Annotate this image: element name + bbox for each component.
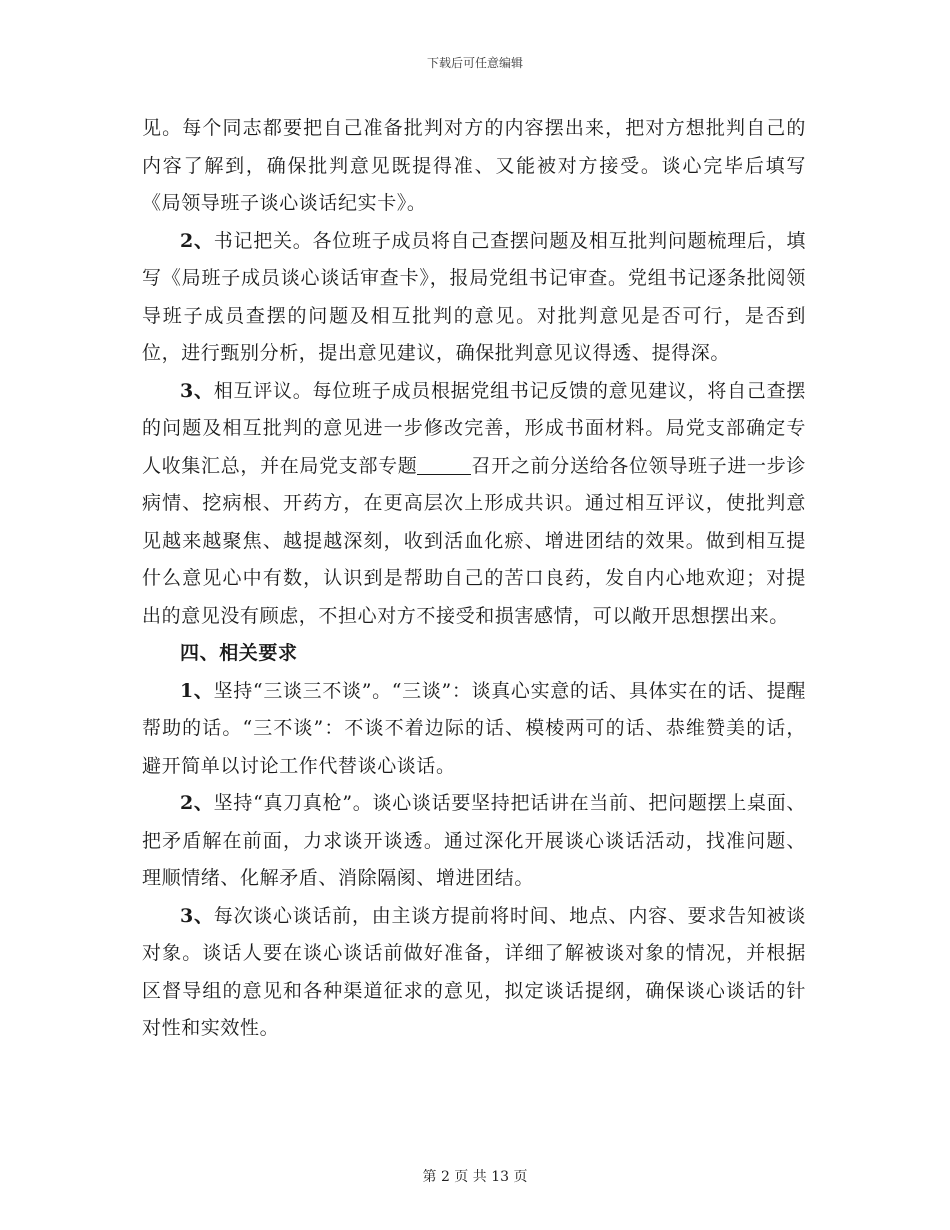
paragraph-text: 坚持“真刀真枪”。谈心谈话要坚持把话讲在当前、把问题摆上桌面、把矛盾解在前面，力求谈开谈透。通过深化开展谈心谈话活动，找准问题、理顺情绪、化解矛盾、消除隔阂、增进团结。 [142, 792, 807, 889]
paragraph-mutual-review [142, 373, 806, 636]
paragraph-preparation [142, 898, 806, 1048]
paragraph-real-action [142, 785, 806, 898]
page-header: 下载后可任意编辑 [426, 56, 523, 70]
paragraph-continuation [142, 110, 806, 223]
paragraph-text: 书记把关。各位班子成员将自己查摆问题及相互批判问题梳理后，填写《局班子成员谈心谈话审查卡》，报局党组书记审查。党组书记逐条批阅领导班子成员查摆的问题及相互批判的意见。对批判意见是否可行，是否到位，进行甄别分析，提出意见建议，确保批判意见议得透、提得深。 [142, 229, 806, 364]
paragraph-secretary-review [142, 223, 806, 373]
paragraph-three-talks [142, 673, 806, 786]
item-number: 2、 [180, 229, 214, 252]
paragraph-text-a: 相互评议。每位班子成员根据党组书记反馈的意见建议，将自己查摆的问题及相互批判的意见进一步修改完善，形成书面材料。局党支部确定专人收集汇总，并在局党支部专题 [142, 379, 806, 477]
paragraph-text: 每次谈心谈话前，由主谈方提前将时间、地点、内容、要求告知被谈对象。谈话人要在谈心谈话前做好准备，详细了解被谈对象的情况，并根据区督导组的意见和各种渠道征求的意见，拟定谈话提纲，确保谈心谈话的针对性和实效性。 [142, 904, 806, 1039]
item-number: 1、 [180, 679, 214, 702]
paragraph-text-b: 召开之前分送给各位领导班子进一步诊病情、挖病根、开药方，在更高层次上形成共识。通过相互评议，使批判意见越来越聚焦、越提越深刻，收到活血化瘀、增进团结的效果。做到相互提什么意见心中有数，认识到是帮助自己的苦口良药，发自内心地欢迎；对提出的意见没有顾虑，不担心对方不接受和损害感情，可以敞开思想摆出来。 [142, 454, 806, 627]
item-number: 3、 [180, 904, 214, 927]
item-number: 2、 [180, 792, 214, 814]
document-body [142, 110, 806, 1048]
section-heading: 四、相关要求 [180, 642, 298, 664]
page-footer: 第 2 页 共 13 页 [422, 1169, 528, 1185]
paragraph-text: 见。每个同志都要把自己准备批判对方的内容摆出来，把对方想批判自己的内容了解到，确保批判意见既提得准、又能被对方接受。谈心完毕后填写《局领导班子谈心谈话纪实卡》。 [142, 117, 806, 214]
fill-in-blank [417, 455, 471, 475]
paragraph-text: 坚持“三谈三不谈”。“三谈”：谈真心实意的话、具体实在的话、提醒帮助的话。“三不谈”：不谈不着边际的话、模棱两可的话、恭维赞美的话，避开简单以讨论工作代替谈心谈话。 [142, 679, 806, 777]
item-number: 3、 [180, 379, 214, 402]
